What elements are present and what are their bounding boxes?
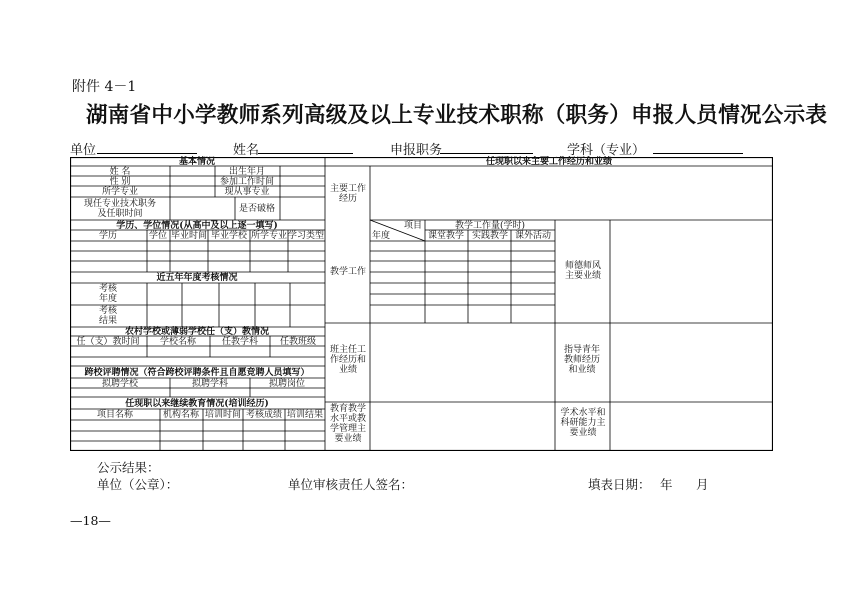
workload-col-1: 课堂教学 — [427, 231, 465, 241]
cont-col-1: 项目名称 — [96, 410, 134, 420]
academic-label: 学术水平和科研能力主要业绩 — [560, 408, 606, 438]
guide-young-label: 指导青年教师经历和业绩 — [563, 345, 600, 375]
assessment-result-label: 考核结果 — [98, 306, 117, 326]
cont-col-3: 培训时间 — [204, 410, 242, 420]
rural-col-4: 任教班级 — [279, 337, 317, 347]
basic-heading: 基本情况 — [178, 157, 216, 167]
name-cell-label: 姓 名 — [109, 167, 131, 177]
current-title-label: 现任专业技术职务及任职时间 — [83, 199, 156, 219]
rural-col-3: 任教学科 — [221, 337, 259, 347]
page-title: 湖南省中小学教师系列高级及以上专业技术职称（职务）申报人员情况公示表 — [86, 103, 828, 128]
workload-col-3: 课外活动 — [514, 231, 552, 241]
subject-underline[interactable] — [653, 153, 743, 154]
cross-col-1: 拟聘学校 — [101, 379, 139, 389]
assessment-year-label: 考核年度 — [98, 284, 117, 304]
name-underline[interactable] — [258, 153, 353, 154]
cont-col-5: 培训结果 — [286, 410, 324, 420]
is-break-label: 是否破格 — [238, 204, 276, 214]
attachment-label: 附件 4－1 — [72, 79, 137, 95]
cross-school-heading: 跨校评聘情况（符合跨校评聘条件且自愿竞聘人员填写） — [84, 368, 310, 378]
edu-col-2: 学位 — [148, 231, 168, 241]
name-label: 姓名 — [233, 143, 260, 158]
item-label: 项目 — [403, 221, 423, 231]
cont-col-4: 考核成绩 — [245, 410, 283, 420]
unit-label: 单位 — [70, 143, 97, 158]
gender-label: 性 别 — [109, 177, 131, 187]
assessment-heading: 近五年年度考核情况 — [156, 273, 238, 283]
edu-col-1: 学历 — [98, 231, 118, 241]
cross-col-3: 拟聘岗位 — [268, 379, 306, 389]
main-work-label: 主要工作经历 — [330, 184, 367, 204]
fill-date-label: 填表日期： — [588, 477, 651, 492]
page-number: —18— — [70, 513, 111, 528]
experience-heading: 任现职以来主要工作经历和业绩 — [485, 157, 613, 167]
education-heading: 学历、学位情况(从高中及以上逐一填写) — [116, 221, 278, 231]
edu-col-6: 学习类型 — [287, 231, 325, 241]
major-label: 所学专业 — [101, 187, 139, 197]
cont-col-2: 机构名称 — [162, 410, 200, 420]
position-label: 申报职务 — [390, 143, 443, 158]
current-major-label: 现从事专业 — [224, 187, 270, 197]
position-underline[interactable] — [440, 153, 533, 154]
edu-col-4: 毕业学校 — [210, 231, 248, 241]
year-label: 年度 — [371, 231, 391, 241]
subject-label: 学科（专业） — [567, 143, 646, 158]
edu-col-3: 毕业时间 — [170, 231, 208, 241]
continuing-heading: 任现职以来继续教育情况(培训经历) — [125, 399, 269, 409]
teaching-work-label: 教学工作 — [329, 267, 366, 277]
rural-col-2: 学校名称 — [159, 337, 197, 347]
edu-col-5: 所学专业 — [250, 231, 288, 241]
fill-year-label: 年 — [660, 477, 673, 492]
unit-underline[interactable] — [97, 153, 197, 154]
birth-label: 出生年月 — [228, 167, 266, 177]
ethics-label: 师德师风主要业绩 — [564, 261, 601, 281]
work-start-label: 参加工作时间 — [219, 177, 275, 187]
teaching-research-label: 教育教学水平或教学管理主要业绩 — [329, 404, 366, 444]
cross-col-2: 拟聘学科 — [191, 379, 229, 389]
fill-month-label: 月 — [696, 477, 709, 492]
reviewer-label: 单位审核责任人签名： — [288, 477, 414, 492]
rural-col-1: 任（支）教时间 — [76, 337, 140, 347]
head-teacher-label: 班主任工作经历和业绩 — [329, 345, 366, 375]
publicity-result-label: 公示结果： — [97, 460, 160, 475]
unit-seal-label: 单位（公章）： — [97, 477, 179, 492]
rural-heading: 农村学校或薄弱学校任（支）教情况 — [124, 327, 270, 337]
workload-col-2: 实践教学 — [471, 231, 509, 241]
form-table — [70, 157, 773, 451]
workload-label: 教学工作量(学时) — [454, 221, 526, 231]
